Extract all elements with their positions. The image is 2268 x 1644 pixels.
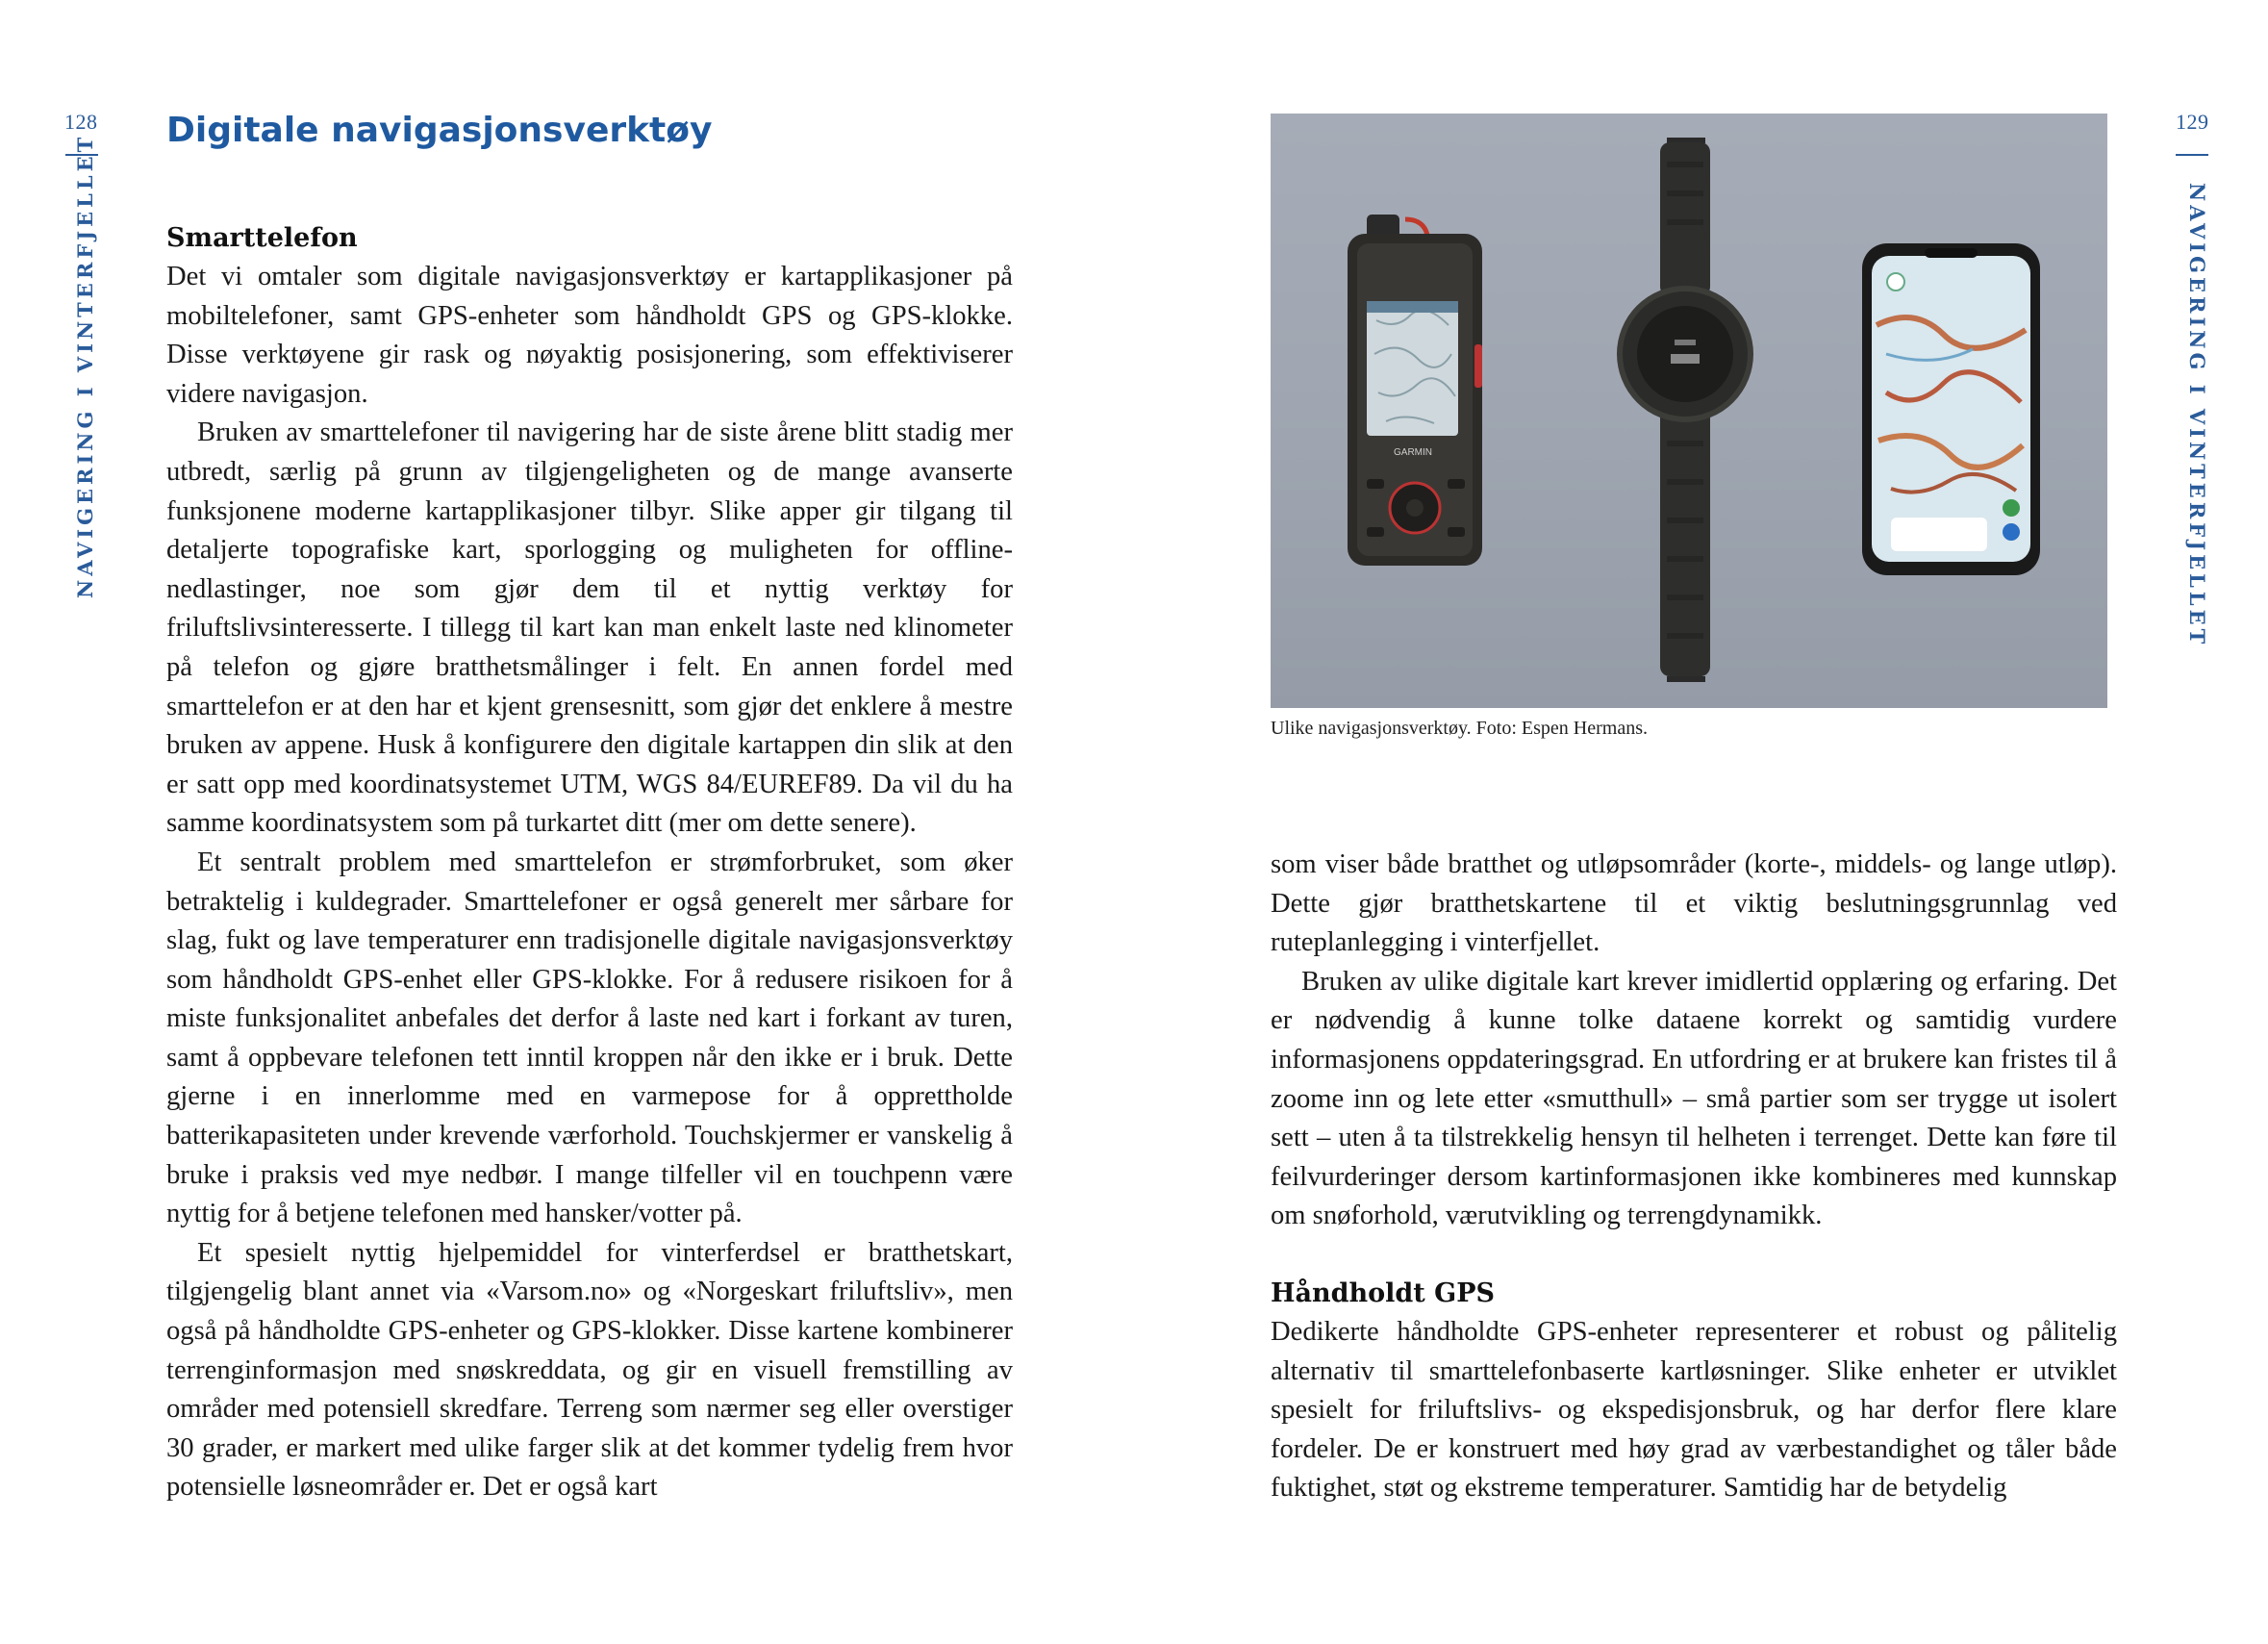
photo-caption: Ulike navigasjonsverktøy. Foto: Espen Hermans.	[1271, 718, 1648, 739]
section-heading-handholdt-gps: Håndholdt GPS	[1271, 1277, 1496, 1308]
right-text-column	[1271, 846, 2117, 1508]
paragraph: Bruken av smarttelefoner til navigering har de siste årene blitt stadig mer utbredt, særlig på grunn av tilgjengeligheten og de mange avanserte funksjonene moderne kartapplikasjoner tilbyr. Slike apper gir tilgang til detaljerte topografiske kart, sporlogging og muligheten for offline-nedlastinger, noe som gjør dem til et nyttig verktøy for friluftslivsinteresserte. I tillegg til kart kan man enkelt laste ned klinometer på telefon og gjøre bratthetsmålinger i felt. En annen fordel med smarttelefon er at den har et kjent grensesnitt, som gjør det enklere å mestre bruken av appene. Husk å konfigurere den digitale kartappen din slik at den er satt opp med koordinatsystemet UTM, WGS 84/EUREF89. Da vil du ha samme koordinatsystem som på turkartet ditt (mer om dette senere).	[166, 417, 1013, 839]
paragraph: Et spesielt nyttig hjelpemiddel for vinterferdsel er bratthetskart, tilgjengelig blant annet via «Varsom.no» og «Norgeskart friluftsliv», men også på håndholdte GPS-enheter og GPS-klokker. Disse kartene kombinerer terrenginformasjon med snøskreddata, og gir en visuell fremstilling av områder med potensiell skredfare. Terreng som nærmer seg eller overstiger 30 grader, er markert med ulike farger slik at det kommer tydelig frem hvor potensielle løsneområder er. Det er også kart	[166, 1237, 1013, 1503]
gps-watch	[1620, 138, 1751, 682]
paragraph: Det vi omtaler som digitale navigasjonsverktøy er kartapplikasjoner på mobiltelefoner, samt GPS-enheter som håndholdt GPS og GPS-klokke. Disse verktøyene gir rask og nøyaktig posisjonering, som effektiviserer videre navigasjon.	[166, 262, 1013, 409]
handheld-gps	[1348, 215, 1482, 566]
photo-illustration	[1271, 114, 2107, 708]
page-number-rule-right	[2176, 154, 2208, 156]
paragraph: Dedikerte håndholdte GPS-enheter representerer et robust og pålitelig alternativ til smarttelefonbaserte kartløsninger. Slike enheter er utviklet spesielt for friluftslivs- og ekspedisjonsbruk, og har derfor flere klare fordeler. De er konstruert med høy grad av værbestandighet og tåler både fuktighet, støt og ekstreme temperaturer. Samtidig har de betydelig	[1271, 1316, 2117, 1504]
chapter-title: Digitale navigasjonsverktøy	[166, 111, 713, 150]
navigation-devices-photo	[1271, 114, 2107, 708]
paragraph: Et sentralt problem med smarttelefon er strømforbruket, som øker betraktelig i kuldegrader. Smarttelefoner er også generelt mer sårbare for slag, fukt og lave temperaturer enn tradisjonelle digitale navigasjonsverktøy som håndholdt GPS-enhet eller GPS-klokke. For å redusere risikoen for å miste funksjonalitet anbefales det derfor å laste ned kart i forkant av turen, samt å oppbevare telefonen tett inntil kroppen når den ikke er i bruk. Dette gjerne i en innerlomme med en varmepose for å opprettholde batterikapasiteten under krevende værforhold. Touchskjermer er vanskelig å bruke i praksis ved mye nedbør. I mange tilfeller vil en touchpenn være nyttig for å betjene telefonen med hansker/votter på.	[166, 847, 1013, 1229]
running-head-right: NAVIGERING I VINTERFJELLET	[2185, 183, 2209, 648]
paragraph: Bruken av ulike digitale kart krever imidlertid opplæring og erfaring. Det er nødvendig å kunne tolke dataene korrekt og samtidig vurdere informasjonens oppdateringsgrad. En utfordring er at brukere kan fristes til å zoome inn og lete etter «smutthull» – små partier som ser trygge ut isolert sett – uten å ta tilstrekkelig hensyn til helheten i terrenget. Dette kan føre til feilvurderinger dersom kartinformasjonen ikke kombineres med kunnskap om snøforhold, værutvikling og terrengdynamikk.	[1271, 966, 2117, 1231]
left-text-column	[166, 219, 1013, 1507]
page-number-left: 128	[64, 110, 98, 134]
section-heading-smarttelefon: Smarttelefon	[166, 223, 358, 253]
smartphone	[1862, 243, 2040, 575]
running-head-left: NAVIGERING I VINTERFJELLET	[73, 133, 97, 598]
gps-brand-label: GARMIN	[1394, 447, 1432, 458]
paragraph: som viser både bratthet og utløpsområder (korte-, middels- og lange utløp). Dette gjør bratthetskartene til et viktig beslutningsgrunnlag ved ruteplanlegging i vinterfjellet.	[1271, 849, 2117, 958]
page-number-right: 129	[2176, 110, 2209, 134]
